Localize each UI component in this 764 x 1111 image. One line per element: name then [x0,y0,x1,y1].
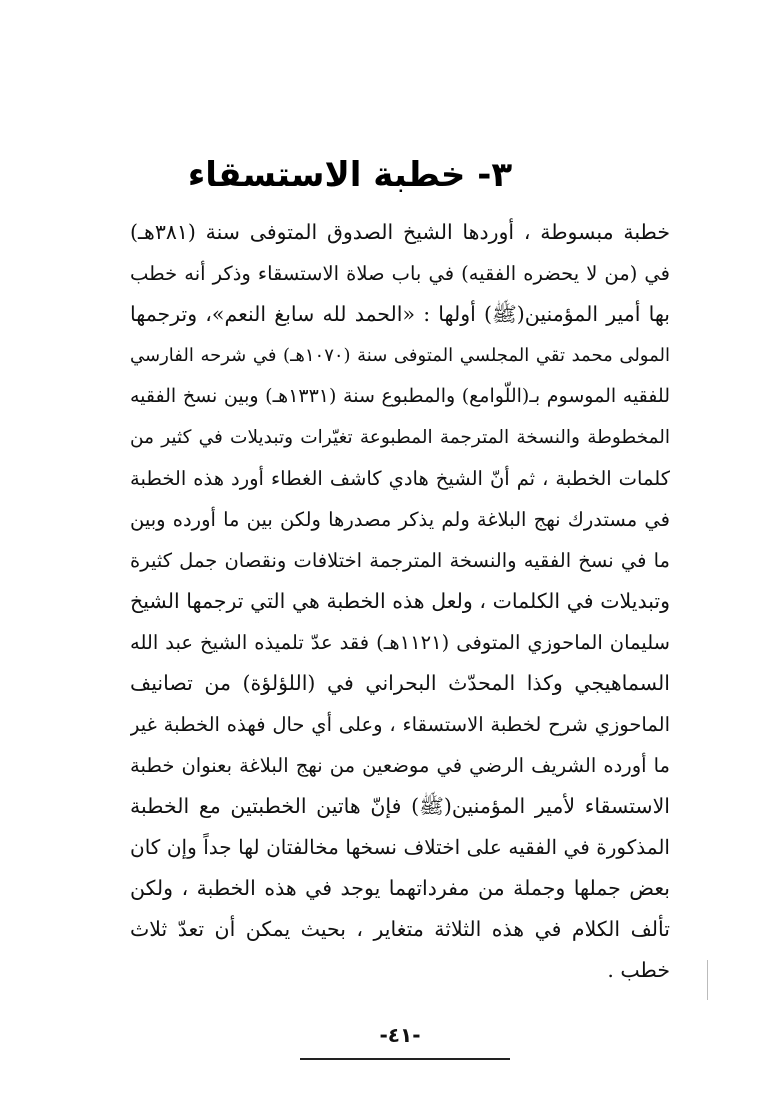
text-line: المولى محمد تقي المجلسي المتوفى سنة (١٠٧٠هـ) في شرحه الفارسي [130,345,670,366]
text-line-last: خطب . [607,958,670,982]
text-line: تألف الكلام في هذه الثلاثة متغاير ، بحيث يمكن أن تعدّ ثلاث [130,917,670,941]
text-line: ما في نسخ الفقيه والنسخة المترجمة اختلافات ونقصان جمل كثيرة [130,549,670,572]
text-line: المخطوطة والنسخة المترجمة المطبوعة تغيّرات وتبديلات في كثير من [130,427,670,448]
body-text [130,212,670,991]
text-line: المذكورة في الفقيه على اختلاف نسخها مخالفتان لها جداً وإن كان [130,835,670,859]
page-number: -٤١- [379,1023,421,1047]
text-line: للفقيه الموسوم بـ(اللّوامع) والمطبوع سنة (١٣٣١هـ) وبين نسخ الفقيه [130,385,670,407]
text-line: خطبة مبسوطة ، أوردها الشيخ الصدوق المتوفى سنة (٣٨١هـ) [130,220,670,244]
margin-mark [707,960,708,1000]
section-heading: ٣- خطبة الاستسقاء [187,155,513,195]
text-line: بعض جملها وجملة من مفرداتهما يوجد في هذه الخطبة ، ولكن [130,876,670,900]
text-line: السماهيجي وكذا المحدّث البحراني في (اللؤلؤة) من تصانيف [130,671,670,695]
text-line: كلمات الخطبة ، ثم أنّ الشيخ هادي كاشف الغطاء أورد هذه الخطبة [130,467,670,490]
text-line: الاستسقاء لأمير المؤمنين(ﷺ) فإنّ هاتين الخطبتين مع الخطبة [130,794,670,818]
text-line: بها أمير المؤمنين(ﷺ) أولها : «الحمد لله سابغ النعم»، وترجمها [130,302,670,326]
text-line: وتبديلات في الكلمات ، ولعل هذه الخطبة هي التي ترجمها الشيخ [130,589,670,613]
text-line: سليمان الماحوزي المتوفى (١١٢١هـ) فقد عدّ تلميذه الشيخ عبد الله [130,631,670,654]
text-line: ما أورده الشريف الرضي في موضعين من نهج البلاغة بعنوان خطبة [130,754,670,777]
bottom-rule [300,1058,510,1060]
text-line: الماحوزي شرح لخطبة الاستسقاء ، وعلى أي حال فهذه الخطبة غير [130,713,670,736]
text-line: في (من لا يحضره الفقيه) في باب صلاة الاستسقاء وذكر أنه خطب [130,262,670,285]
text-line: في مستدرك نهج البلاغة ولم يذكر مصدرها ولكن بين ما أورده وبين [130,508,670,531]
